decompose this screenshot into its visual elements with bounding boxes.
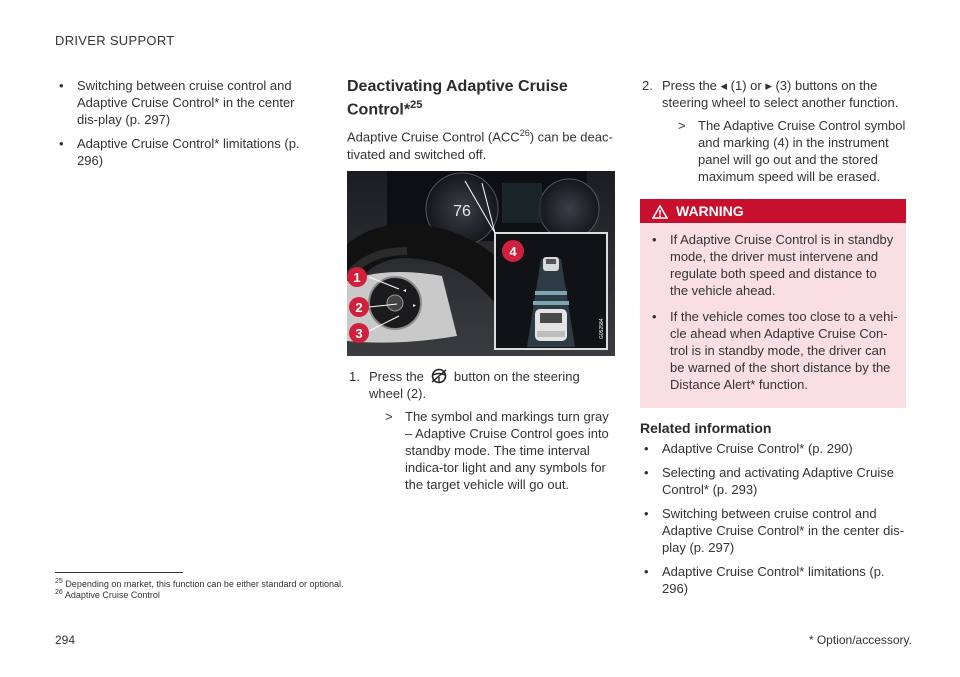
list-item[interactable]: • Adaptive Cruise Control* limitations (p. 296) [55, 135, 315, 169]
list-item[interactable]: • Selecting and activating Adaptive Cruise Control* (p. 293) [640, 464, 908, 498]
list-item[interactable]: • Adaptive Cruise Control* limitations (p. 296) [640, 563, 908, 597]
svg-text:◂: ◂ [403, 287, 407, 294]
section-intro: Adaptive Cruise Control (ACC$^{26}$) can be deac-tivated and switched off. [347, 128, 613, 162]
warning-body [640, 223, 906, 408]
svg-text:3: 3 [355, 325, 363, 341]
procedure-steps [347, 368, 617, 493]
list-item[interactable]: • Switching between cruise control and Adaptive Cruise Control* in the center dis-play (p. 297) [640, 505, 908, 556]
warning-header: WARNING [640, 199, 906, 223]
left-column [55, 77, 315, 176]
callout-2 [349, 297, 369, 317]
svg-text:4: 4 [509, 243, 517, 259]
page-number: 294 [55, 633, 76, 647]
related-information-list [640, 440, 908, 597]
related-information-heading: Related information [640, 420, 772, 436]
running-header: DRIVER SUPPORT [55, 33, 175, 48]
right-column [640, 77, 908, 604]
callout-1 [347, 267, 367, 287]
warning-triangle-icon [652, 205, 668, 219]
footnote-ref: 26 [519, 128, 530, 139]
list-item[interactable]: • Switching between cruise control and Adaptive Cruise Control* in the center dis-play (p. 297) [55, 77, 315, 128]
callout-4 [502, 240, 524, 262]
svg-text:2: 2 [355, 299, 363, 315]
warning-item: • If the vehicle comes too close to a vehi-cle ahead when Adaptive Cruise Con-trol is in standby mode, the driver can be warned of the short distance by the Distance Alert* function. [648, 308, 898, 393]
warning-box [640, 199, 906, 408]
step-number: 1. [349, 368, 360, 384]
section-title: Deactivating Adaptive Cruise Control*$^{25}$ [347, 78, 568, 119]
steering-wheel-illustration [347, 171, 615, 356]
footnote-26: $^{26}$ Adaptive Cruise Control [55, 589, 160, 600]
footnote-ref: 25 [410, 99, 423, 111]
warning-item: • If Adaptive Cruise Control is in standby mode, the driver must intervene and regulate both speed and distance to the vehicle ahead. [648, 231, 898, 299]
step-result: > The Adaptive Cruise Control symbol and marking (4) in the instrument panel will go out and the stored maximum speed will be erased. [678, 118, 906, 184]
step-1: 1. Press the button on the steering wheel (2). > The symbol and markings turn gray – Adaptive Cruise Control goes into standby mode. The time interval indica-tor light and any symbols for the target vehicle will go out. [347, 368, 617, 493]
step-number: 2. [642, 78, 653, 93]
option-accessory-note: * Option/accessory. [808, 633, 912, 647]
related-list-continued [55, 77, 315, 169]
step-result: > The symbol and markings turn gray – Adaptive Cruise Control goes into standby mode. The time interval indica-tor light and any symbols for the target vehicle will go out. [385, 408, 609, 492]
speed-readout: 76 [453, 202, 471, 220]
middle-column [347, 77, 617, 499]
callout-3 [349, 323, 369, 343]
step-2: 2. Press the ◂ (1) or ▸ (3) buttons on the steering wheel to select another function. > The Adaptive Cruise Control symbol and marking (4) in the instrument panel will go out and the stored maximum speed will be erased. [640, 77, 908, 185]
svg-text:▸: ▸ [413, 302, 417, 309]
footnote-25: $^{25}$ Depending on market, this function can be either standard or optional. [55, 578, 344, 589]
footnote-divider [55, 572, 183, 573]
illustration-graphic [347, 171, 615, 356]
acc-steering-icon [430, 368, 448, 384]
figure-code: G052584 [599, 318, 605, 339]
svg-text:1: 1 [353, 269, 361, 285]
list-item[interactable]: • Adaptive Cruise Control* (p. 290) [640, 440, 908, 457]
